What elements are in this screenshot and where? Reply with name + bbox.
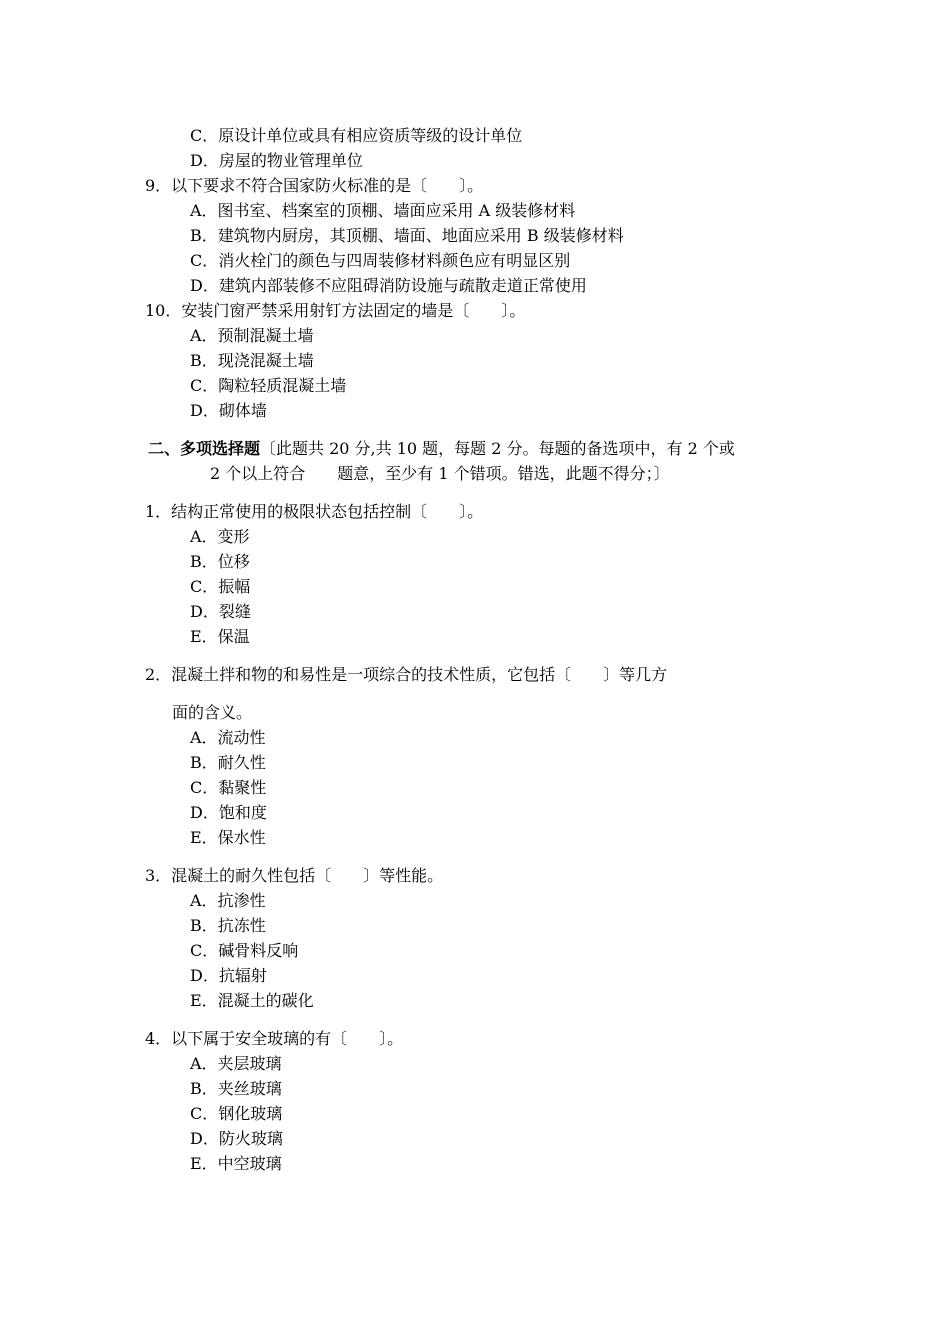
- option-d: D．砌体墙: [190, 401, 267, 420]
- question-stem: 10．安装门窗严禁采用射钉方法固定的墙是〔 〕。: [145, 301, 526, 320]
- option-d: D．抗辐射: [190, 966, 267, 985]
- option-b: B．耐久性: [190, 753, 266, 772]
- option-e: E．保水性: [190, 828, 266, 847]
- option-c: C．振幅: [190, 577, 251, 596]
- option-e: E．保温: [190, 627, 250, 646]
- question-stem: 3．混凝土的耐久性包括〔 〕等性能。: [145, 866, 444, 885]
- option-d: D．防火玻璃: [190, 1129, 283, 1148]
- option-a: A．夹层玻璃: [190, 1054, 282, 1073]
- option-a: A．流动性: [190, 728, 266, 747]
- option-c: C．黏聚性: [190, 778, 267, 797]
- option-a: A．抗渗性: [190, 891, 266, 910]
- option-b: B．位移: [190, 552, 250, 571]
- option-b: B．抗冻性: [190, 916, 266, 935]
- option-c: C．消火栓门的颜色与四周装修材料颜色应有明显区别: [190, 251, 571, 270]
- option-e: E．中空玻璃: [190, 1154, 282, 1173]
- section-header: [148, 439, 735, 459]
- section-description: 〔此题共 20 分,共 10 题，每题 2 分。每题的备选项中，有 2 个或: [260, 439, 735, 458]
- option-d: D．裂缝: [190, 602, 251, 621]
- option-b: B．建筑物内厨房，其顶棚、墙面、地面应采用 B 级装修材料: [190, 226, 624, 245]
- question-stem: 9．以下要求不符合国家防火标准的是〔 〕。: [145, 176, 484, 195]
- option-d: D．房屋的物业管理单位: [190, 151, 363, 170]
- question-stem: 4．以下属于安全玻璃的有〔 〕。: [145, 1029, 404, 1048]
- section-title: 二、多项选择题: [148, 439, 261, 458]
- option-c: C．碱骨料反响: [190, 941, 299, 960]
- option-e: E．混凝土的碳化: [190, 991, 314, 1010]
- option-b: B．现浇混凝土墙: [190, 351, 314, 370]
- option-c: C．钢化玻璃: [190, 1104, 283, 1123]
- question-stem: 1．结构正常使用的极限状态包括控制〔 〕。: [145, 502, 484, 521]
- question-stem-cont: 面的含义。: [172, 703, 253, 722]
- option-d: D．建筑内部装修不应阻碍消防设施与疏散走道正常使用: [190, 276, 587, 295]
- option-c: C．原设计单位或具有相应资质等级的设计单位: [190, 126, 523, 145]
- option-a: A．变形: [190, 527, 250, 546]
- option-b: B．夹丝玻璃: [190, 1079, 282, 1098]
- option-a: A．图书室、档案室的顶棚、墙面应采用 A 级装修材料: [190, 201, 576, 220]
- option-a: A．预制混凝土墙: [190, 326, 314, 345]
- section-description-cont: 2 个以上符合 题意，至少有 1 个错项。错选，此题不得分；〕: [210, 464, 670, 483]
- option-d: D．饱和度: [190, 803, 267, 822]
- option-c: C．陶粒轻质混凝土墙: [190, 376, 347, 395]
- question-stem: 2．混凝土拌和物的和易性是一项综合的技术性质，它包括〔 〕等几方: [145, 665, 668, 684]
